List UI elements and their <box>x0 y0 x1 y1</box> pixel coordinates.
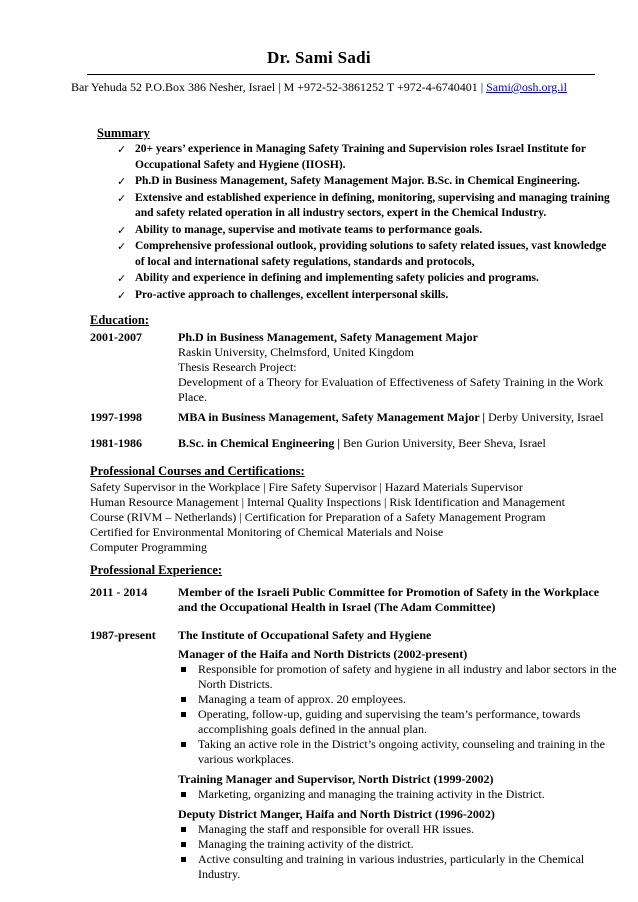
education-years: 2001-2007 <box>90 330 142 344</box>
course-line: Course (RIVM – Netherlands) | Certification for Preparation of a Safety Management Program <box>90 510 546 524</box>
organization-name: The Institute of Occupational Safety and Hygiene <box>178 628 432 642</box>
education-details <box>178 410 610 425</box>
square-bullet-icon <box>181 697 186 702</box>
list-item: Taking an active role in the District’s ongoing activity, counseling and training in the various workplaces. <box>178 737 618 767</box>
course-line: Human Resource Management | Internal Quality Inspections | Risk Identification and Management <box>90 495 566 509</box>
summary-item: ✓ Ability to manage, supervise and motivate teams to performance goals. <box>117 223 483 237</box>
email-link[interactable]: Sami@osh.org.il <box>486 80 567 94</box>
role-title: Training Manager and Supervisor, North District (1999-2002) <box>178 772 494 786</box>
summary-item: ✓ Ph.D in Business Management, Safety Management Major. B.Sc. in Chemical Engineering. <box>117 175 580 188</box>
square-bullet-icon <box>181 857 186 862</box>
summary-item: ✓ Extensive and established experience in defining, monitoring, supervising and managing training and safety related operation in all industry sectors, expert in the Chemical Industry. <box>117 191 610 219</box>
square-bullet-icon <box>181 842 186 847</box>
education-details <box>178 436 610 451</box>
education-years: 1981-1986 <box>90 436 142 450</box>
checkmark-icon: ✓ <box>117 288 127 302</box>
summary-item: ✓ Ability and experience in defining and implementing safety policies and programs. <box>117 272 539 285</box>
square-bullet-icon <box>181 667 186 672</box>
summary-heading: Summary <box>97 126 150 140</box>
courses-heading: Professional Courses and Certifications: <box>90 464 305 478</box>
degree-title: Ph.D in Business Management, Safety Management Major <box>178 330 478 344</box>
checkmark-icon: ✓ <box>117 223 127 237</box>
education-heading: Education: <box>90 313 150 327</box>
checkmark-icon: ✓ <box>117 240 127 253</box>
degree-title: MBA in Business Management, Safety Management Major | <box>178 410 486 424</box>
list-item: Managing the staff and responsible for overall HR issues. <box>178 822 618 837</box>
square-bullet-icon <box>181 827 186 832</box>
summary-item: ✓ Pro-active approach to challenges, excellent interpersonal skills. <box>117 288 449 302</box>
institution: Raskin University, Chelmsford, United Kingdom <box>178 345 414 359</box>
list-item: Responsible for promotion of safety and hygiene in all industry and labor sectors in the North Districts. <box>178 662 618 692</box>
contact-line <box>0 80 638 95</box>
education-years: 1997-1998 <box>90 410 142 424</box>
summary-item: ✓ 20+ years’ experience in Managing Safety Training and Supervision roles Israel Institute for Occupational Safety and Hygiene (IIOSH). <box>117 143 586 171</box>
course-line: Certified for Environmental Monitoring of Chemical Materials and Noise <box>90 525 444 539</box>
list-item: Managing the training activity of the district. <box>178 837 618 852</box>
role-bullets <box>178 662 618 767</box>
experience-years: 1987-present <box>90 628 156 642</box>
thesis-title: Development of a Theory for Evaluation of Effectiveness of Safety Training in the Work Place. <box>178 375 604 404</box>
checkmark-icon: ✓ <box>117 191 127 205</box>
list-item: Managing a team of approx. 20 employees. <box>178 692 618 707</box>
degree-title: B.Sc. in Chemical Engineering | <box>178 436 340 450</box>
checkmark-icon: ✓ <box>117 175 127 188</box>
experience-details <box>178 628 618 882</box>
contact-details: Bar Yehuda 52 P.O.Box 386 Nesher, Israel | M +972-52-3861252 T +972-4-6740401 | <box>71 80 484 94</box>
candidate-name: Dr. Sami Sadi <box>267 48 371 67</box>
education-details <box>178 330 610 405</box>
list-item: Operating, follow-up, guiding and supervising the team’s performance, towards accomplishing goals defined in the annual plan. <box>178 707 618 737</box>
checkmark-icon: ✓ <box>117 272 127 285</box>
role-bullets <box>178 822 618 882</box>
checkmark-icon: ✓ <box>117 143 127 156</box>
courses-list <box>90 480 610 555</box>
square-bullet-icon <box>181 712 186 717</box>
experience-years: 2011 - 2014 <box>90 585 148 599</box>
experience-heading: Professional Experience: <box>90 563 223 577</box>
role-title: Deputy District Manger, Haifa and North District (1996-2002) <box>178 807 495 821</box>
header-divider <box>87 74 595 75</box>
experience-description: Member of the Israeli Public Committee for Promotion of Safety in the Workplace and the Occupational Health in Israel (The Adam Committee) <box>178 585 600 614</box>
institution: Derby University, Israel <box>485 410 604 424</box>
square-bullet-icon <box>181 792 186 797</box>
thesis-label: Thesis Research Project: <box>178 360 297 374</box>
list-item: Marketing, organizing and managing the training activity in the District. <box>178 787 618 802</box>
list-item: Active consulting and training in various industries, particularly in the Chemical Industry. <box>178 852 618 882</box>
summary-item: ✓ Comprehensive professional outlook, providing solutions to safety related issues, vast knowledge of local and international safety regulations, standards and protocols, <box>117 240 607 268</box>
role-bullets <box>178 787 618 802</box>
role-title: Manager of the Haifa and North Districts (2002-present) <box>178 647 468 661</box>
summary-list <box>117 142 612 304</box>
course-line: Computer Programming <box>90 540 207 554</box>
square-bullet-icon <box>181 742 186 747</box>
course-line: Safety Supervisor in the Workplace | Fire Safety Supervisor | Hazard Materials Supervisor <box>90 480 523 494</box>
institution: Ben Gurion University, Beer Sheva, Israel <box>339 436 546 450</box>
